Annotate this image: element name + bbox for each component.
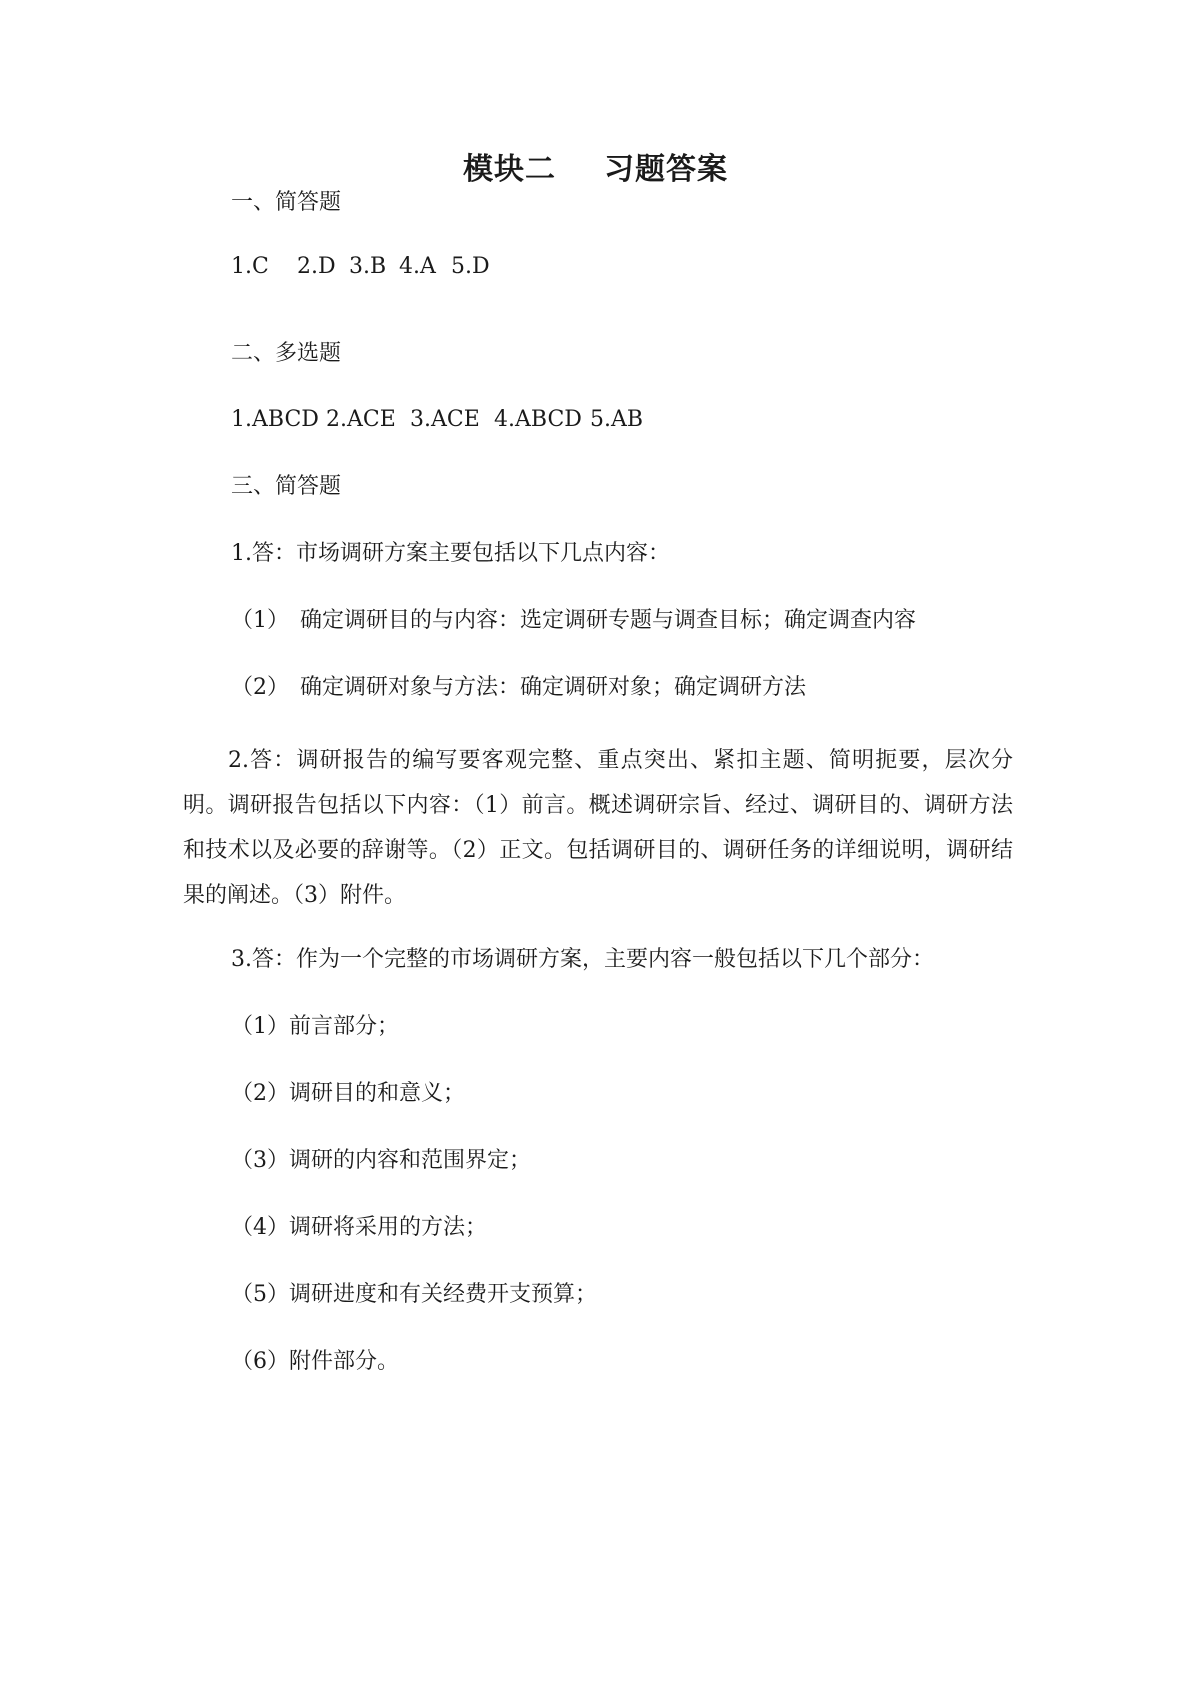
q3-item: （4）调研将采用的方法； bbox=[231, 1215, 487, 1240]
title-subject: 习题答案 bbox=[604, 152, 728, 187]
answer-item: 4.A bbox=[399, 254, 436, 279]
q1-intro: 1.答：市场调研方案主要包括以下几点内容： bbox=[231, 541, 670, 566]
q3-item: （3）调研的内容和范围界定； bbox=[231, 1148, 531, 1173]
answer-item: 5.D bbox=[451, 254, 490, 279]
answer-item: 3.ACE bbox=[410, 407, 480, 432]
answer-item: 5.AB bbox=[590, 407, 644, 432]
q3-intro: 3.答：作为一个完整的市场调研方案，主要内容一般包括以下几个部分： bbox=[231, 947, 934, 972]
answer-item: 1.ABCD bbox=[231, 407, 319, 432]
section2-heading: 二、多选题 bbox=[231, 341, 342, 366]
section1-heading: 一、简答题 bbox=[231, 190, 342, 215]
q3-item: （5）调研进度和有关经费开支预算； bbox=[231, 1282, 597, 1307]
q3-item: （6）附件部分。 bbox=[231, 1349, 399, 1374]
q1-item-1: （1） 确定调研目的与内容：选定调研专题与调查目标；确定调查内容 bbox=[231, 608, 916, 633]
answer-item: 3.B bbox=[349, 254, 387, 279]
section1-answers bbox=[231, 252, 490, 282]
answer-item: 2.ACE bbox=[326, 407, 396, 432]
section3-heading: 三、简答题 bbox=[231, 474, 342, 499]
q3-item: （2）调研目的和意义； bbox=[231, 1081, 465, 1106]
page-title bbox=[0, 144, 1191, 188]
answer-item: 1.C bbox=[231, 254, 269, 279]
q1-item-2: （2） 确定调研对象与方法：确定调研对象；确定调研方法 bbox=[231, 675, 806, 700]
q3-item: （1）前言部分； bbox=[231, 1014, 399, 1039]
section2-answers bbox=[231, 405, 643, 435]
q2-answer-paragraph: 2.答：调研报告的编写要客观完整、重点突出、紧扣主题、简明扼要，层次分明。调研报告包括以下内容：（1）前言。概述调研宗旨、经过、调研目的、调研方法和技术以及必要的辞谢等。（2）正文。包括调研目的、调研任务的详细说明，调研结果的阐述。（3）附件。 bbox=[183, 748, 1013, 908]
title-module: 模块二 bbox=[463, 152, 556, 187]
answer-item: 2.D bbox=[297, 254, 336, 279]
answer-item: 4.ABCD bbox=[494, 407, 582, 432]
